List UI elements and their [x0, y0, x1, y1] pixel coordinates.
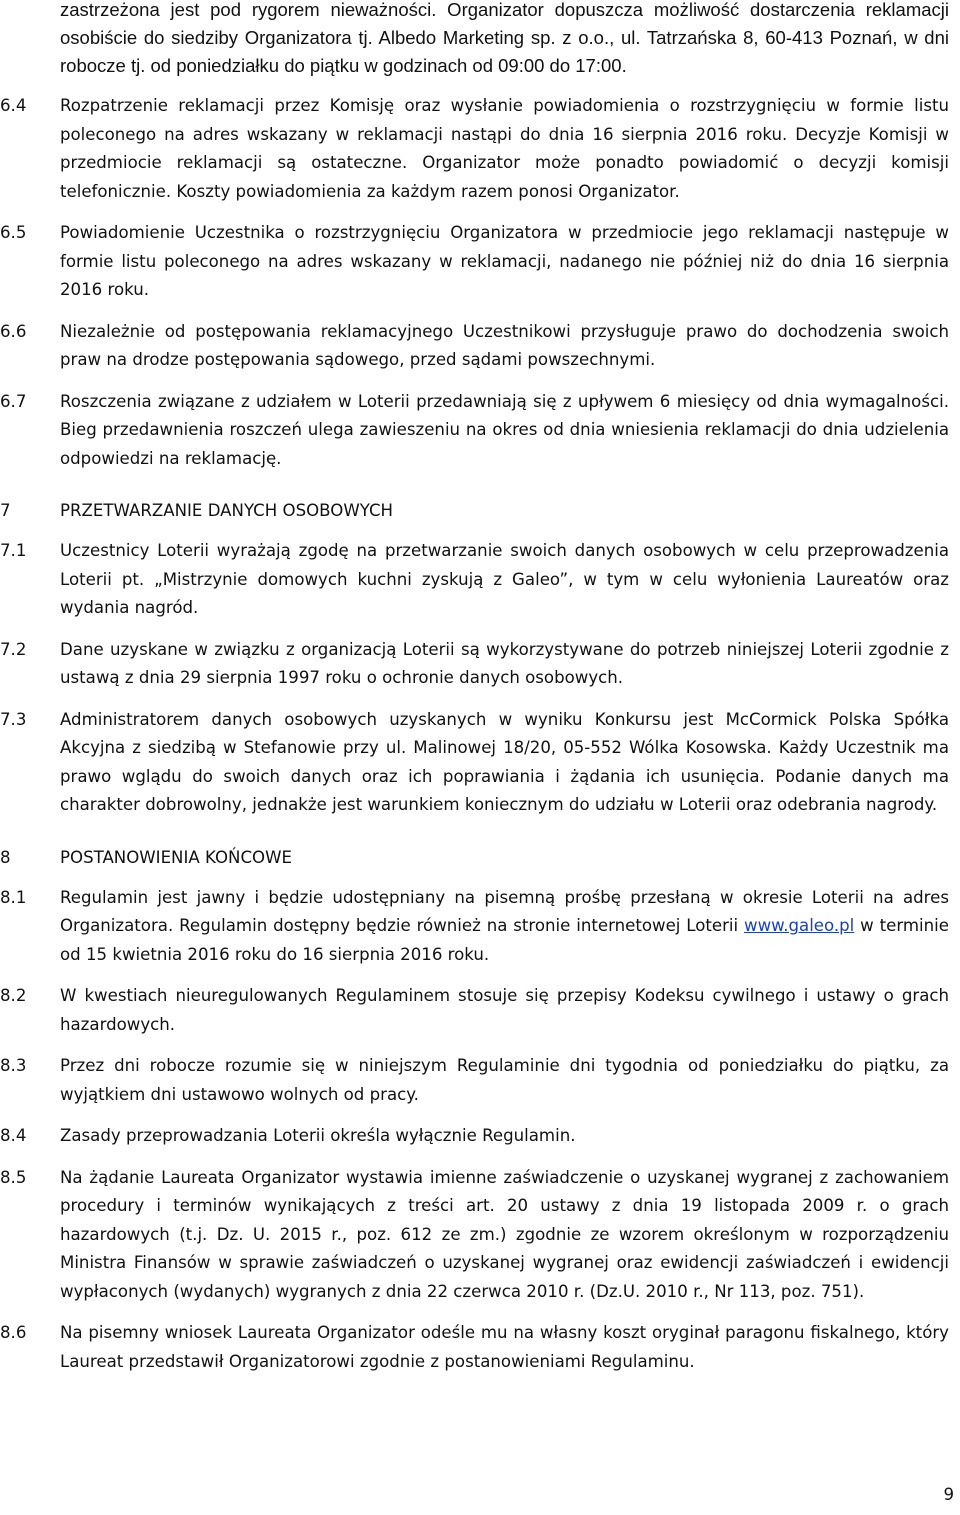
clause-8-1 — [0, 884, 955, 970]
section-number: 8 — [0, 847, 11, 867]
clause-8-2 — [0, 982, 955, 1039]
clause-text: Dane uzyskane w związku z organizacją Loterii są wykorzystywane do potrzeb niniejszej Loterii zgodnie z ustawą z dnia 29 sierpnia 1997 roku o ochronie danych osobowych. — [60, 639, 949, 687]
clause-number: 8.2 — [0, 986, 27, 1005]
clause-text: Powiadomienie Uczestnika o rozstrzygnięciu Organizatora w przedmiocie jego reklamacji następuje w formie listu poleconego na adres wskazany w reklamacji, nadanego nie później niż do dnia 16 sierpnia 2016 roku. — [60, 223, 949, 299]
clause-number: 6.5 — [0, 223, 27, 242]
clause-text: Roszczenia związane z udziałem w Loterii przedawniają się z upływem 6 miesięcy od dnia wymagalności. Bieg przedawnienia roszczeń ulega zawieszeniu na okres od dnia wniesienia reklamacji do dnia udzielenia odpowiedzi na reklamację. — [60, 391, 949, 468]
clause-6-4 — [0, 92, 955, 206]
clause-text: Niezależnie od postępowania reklamacyjnego Uczestnikowi przysługuje prawo do dochodzenia swoich praw na drodze postępowania sądowego, przed sądami powszechnymi. — [60, 321, 949, 369]
clause-text: Przez dni robocze rozumie się w niniejszym Regulaminie dni tygodnia od poniedziałku do piątku, za wyjątkiem dni ustawowo wolnych od pracy. — [60, 1056, 949, 1104]
clause-number: 7.1 — [0, 541, 27, 560]
clause-text: W kwestiach nieuregulowanych Regulaminem stosuje się przepisy Kodeksu cywilnego i ustawy o grach hazardowych. — [60, 986, 949, 1034]
clause-number: 8.1 — [0, 887, 27, 907]
section-title: POSTANOWIENIA KOŃCOWE — [60, 847, 292, 867]
clause-number: 8.6 — [0, 1323, 27, 1342]
clause-number: 8.5 — [0, 1167, 27, 1187]
intro-paragraph: zastrzeżona jest pod rygorem nieważności. Organizator dopuszcza możliwość dostarczenia reklamacji osobiście do siedziby Organizatora tj. Albedo Marketing sp. z o.o., ul. Tatrzańska 8, 60-413 Poznań, w dni robocze tj. od poniedziałku do piątku w godzinach od 09:00 do 17:00. — [60, 0, 949, 76]
clause-8-3 — [0, 1052, 955, 1109]
clause-6-6 — [0, 318, 955, 375]
page-number: 9 — [943, 1485, 954, 1504]
clause-number: 8.4 — [0, 1126, 27, 1145]
clause-text: Na żądanie Laureata Organizator wystawia imienne zaświadczenie o uzyskanej wygranej z zachowaniem procedury i terminów wynikających z treści art. 20 ustawy z dnia 19 listopada 2009 r. o grach hazardowych (t.j. Dz. U. 2015 r., poz. 612 ze zm.) zgodnie ze wzorem określonym w rozporządzeniu Ministra Finansów w sprawie zaświadczeń o uzyskanej wygranej oraz ewidencji zaświadczeń i ewidencji wypłaconych (wydanych) wygranych z dnia 22 czerwca 2010 r. (Dz.U. 2010 r., Nr 113, poz. 751). — [60, 1167, 949, 1301]
clause-text-before-link: Regulamin jest jawny i będzie udostępniany na pisemną prośbę przesłaną w okresie Loterii na adres Organizatora. Regulamin dostępny będzie również na stronie internetowej Loterii — [60, 887, 949, 935]
clause-7-3 — [0, 706, 955, 820]
clause-6-7 — [0, 388, 955, 474]
clause-number: 7.3 — [0, 709, 27, 729]
section-title: PRZETWARZANIE DANYCH OSOBOWYCH — [60, 501, 394, 520]
section-heading-7 — [0, 497, 955, 525]
clause-text — [60, 884, 955, 970]
clause-number: 6.6 — [0, 321, 27, 341]
clause-number: 6.7 — [0, 391, 27, 411]
clause-number: 6.4 — [0, 96, 27, 115]
clause-7-1 — [0, 537, 955, 623]
clause-8-5 — [0, 1164, 955, 1307]
section-number: 7 — [0, 501, 11, 520]
clause-6-5 — [0, 219, 955, 305]
clause-number: 8.3 — [0, 1056, 27, 1075]
clause-text: Na pisemny wniosek Laureata Organizator odeśle mu na własny koszt oryginał paragonu fiskalnego, który Laureat przedstawił Organizatorowi zgodnie z postanowieniami Regulaminu. — [60, 1323, 949, 1371]
clause-text: Uczestnicy Loterii wyrażają zgodę na przetwarzanie swoich danych osobowych w celu przeprowadzenia Loterii pt. „Mistrzynie domowych kuchni zyskują z Galeo”, w tym w celu wyłonienia Laureatów oraz wydania nagród. — [60, 541, 949, 617]
clause-8-6 — [0, 1319, 955, 1376]
clause-text-after-link: w terminie od 15 kwietnia 2016 roku do 16 sierpnia 2016 roku. — [60, 916, 949, 964]
section-heading-8 — [0, 844, 955, 872]
clause-8-4 — [0, 1122, 955, 1151]
clause-text: Administratorem danych osobowych uzyskanych w wyniku Konkursu jest McCormick Polska Spółka Akcyjna z siedzibą w Stefanowie przy ul. Malinowej 18/20, 05-552 Wólka Kosowska. Każdy Uczestnik ma prawo wglądu do swoich danych oraz ich poprawiania i żądania ich usunięcia. Podanie danych ma charakter dobrowolny, jednakże jest warunkiem koniecznym do udziału w Loterii oraz odebrania nagrody. — [60, 709, 949, 814]
clause-text: Rozpatrzenie reklamacji przez Komisję oraz wysłanie powiadomienia o rozstrzygnięciu w formie listu poleconego na adres wskazany w reklamacji nastąpi do dnia 16 sierpnia 2016 roku. Decyzje Komisji w przedmiocie reklamacji są ostateczne. Organizator może ponadto powiadomić o decyzji komisji telefonicznie. Koszty powiadomienia za każdym razem ponosi Organizator. — [60, 96, 949, 201]
clause-number: 7.2 — [0, 639, 27, 659]
website-link[interactable]: www.galeo.pl — [744, 916, 855, 935]
clause-7-2 — [0, 636, 955, 693]
clause-text: Zasady przeprowadzania Loterii określa wyłącznie Regulamin. — [60, 1126, 576, 1145]
